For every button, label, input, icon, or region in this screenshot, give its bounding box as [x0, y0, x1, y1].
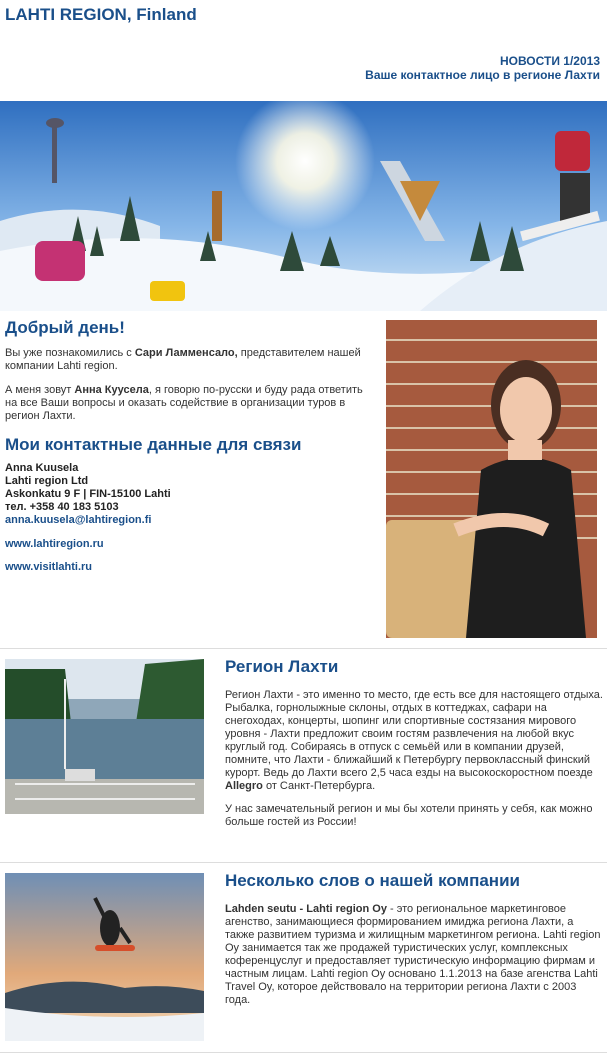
section-divider: [0, 648, 607, 649]
contact-name: Anna Kuusela: [5, 462, 79, 474]
region-paragraph-1: Регион Лахти - это именно то место, где есть все для настоящего отдыха. Рыбалка, горнолыжные склоны, отдых в коттеджах, сафари на снегоходах, концерты, шопинг или спортивные состязания мирового уровня - Лахти предложит своим гостям развлечения на любой вкус круглый год. Собираясь в отпуск с семьёй или в компании друзей, помните, что Лахти - ближайший к Петербургу первоклассный финский курорт. Ведь до Лахти всего 2,5 часа езды на высокоскоростном поезде Allegro от Санкт-Петербурга.: [225, 689, 603, 792]
region-heading: Регион Лахти: [225, 657, 339, 676]
issue-label: НОВОСТИ 1/2013: [499, 54, 600, 68]
intro-paragraph-1: Вы уже познакомились с Сари Ламменсало, представителем нашей компании Lahti region.: [5, 347, 361, 372]
intro-section: [0, 318, 607, 640]
company-section: [0, 871, 607, 1051]
section-divider: [0, 1052, 607, 1053]
contact-address: Askonkatu 9 F | FIN-15100 Lahti: [5, 488, 171, 500]
region-paragraph-2: У нас замечательный регион и мы бы хотели принять у себя, как можно больше гостей из России!: [225, 803, 593, 828]
brand-title: LAHTI REGION, Finland: [5, 5, 197, 24]
contact-details: [5, 462, 375, 527]
region-section: [0, 657, 607, 847]
company-paragraph: Lahden seutu - Lahti region Oy - это региональное маркетинговое агенство, занимающиеся формированием имиджа региона Лахти, а также развитием туризма и жилищным маркетингом региона. Lahti region Oy занимается так же продажей туристических услуг, комплексных коференцуслуг и предоставляет туристическую информацию фирмам и частным лицам. Lahti region Oy основано 1.1.2013 на базе агенства Lahti Travel Oy, которое действовало на территории региона Лахти с 2003 года.: [225, 903, 601, 1006]
snowboard-jump-photo: [5, 873, 204, 1041]
contact-company: Lahti region Ltd: [5, 475, 89, 487]
contact-heading: Мои контактные данные для связи: [5, 435, 302, 454]
hero-banner-image: [0, 101, 607, 311]
newsletter-subtitle: Ваше контактное лицо в регионе Лахти: [365, 68, 600, 82]
intro-paragraph-2: А меня зовут Анна Куусела, я говорю по-русски и буду рада ответить на все Ваши вопросы и оказать содействие в организации туров в регион Лахти.: [5, 384, 363, 422]
greeting-heading: Добрый день!: [5, 318, 125, 337]
canal-photo: [5, 659, 204, 814]
company-heading: Несколько слов о нашей компании: [225, 871, 520, 890]
lahtiregion-link[interactable]: www.lahtiregion.ru: [5, 538, 104, 550]
contact-email-link[interactable]: anna.kuusela@lahtiregion.fi: [5, 514, 152, 526]
visitlahti-link[interactable]: www.visitlahti.ru: [5, 561, 92, 573]
contact-portrait-photo: [386, 320, 597, 638]
newsletter-header: [365, 54, 600, 82]
section-divider: [0, 862, 607, 863]
contact-phone: тел. +358 40 183 5103: [5, 501, 119, 513]
